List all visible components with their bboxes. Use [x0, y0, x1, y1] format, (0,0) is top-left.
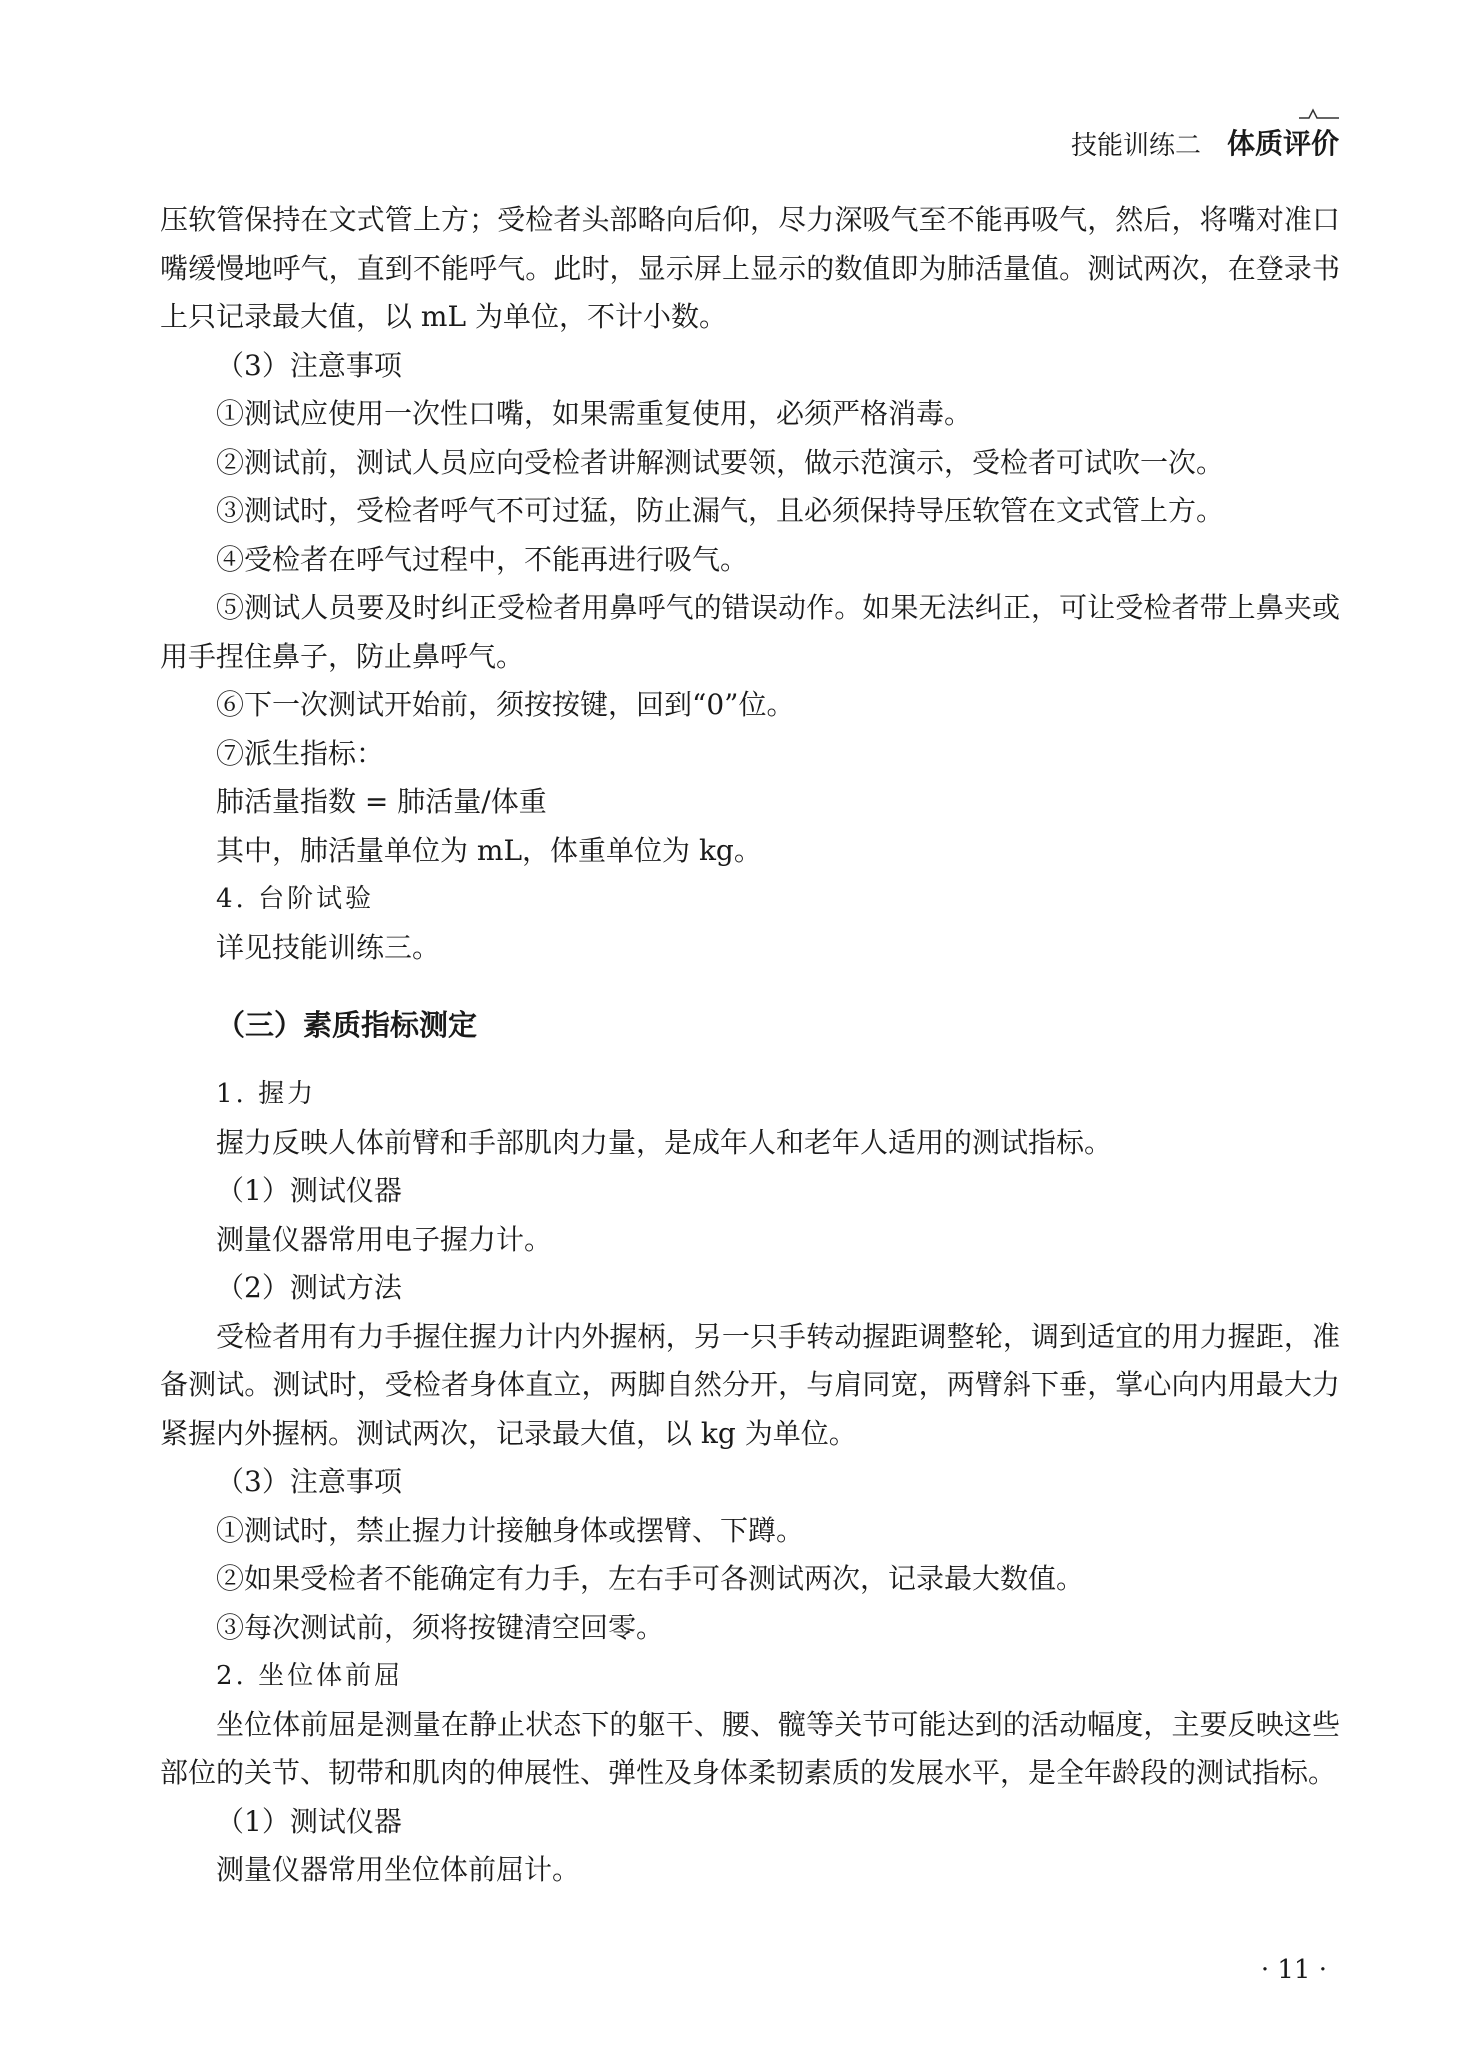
- note-item: ③测试时，受检者呼气不可过猛，防止漏气，且必须保持导压软管在文式管上方。: [216, 494, 1225, 527]
- item-heading: （1）测试仪器: [216, 1804, 402, 1838]
- note-item: ②测试前，测试人员应向受检者讲解测试要领，做示范演示，受检者可试吹一次。: [216, 445, 1225, 479]
- paragraph: 受检者用有力手握住握力计内外握柄，另一只手转动握距调整轮，调到适宜的用力握距，准备测试。测试时，受检者身体直立，两脚自然分开，与肩同宽，两臂斜下垂，掌心向内用最大力紧握内外握柄。测试两次，记录最大值，以 kg 为单位。: [160, 1319, 1340, 1450]
- note-item: ⑥下一次测试开始前，须按按键，回到“0”位。: [216, 688, 795, 721]
- item-heading: （2）测试方法: [216, 1271, 402, 1304]
- note-item: ①测试应使用一次性口嘴，如果需重复使用，必须严格消毒。: [216, 397, 973, 430]
- notes-heading: （3）注意事项: [216, 348, 402, 382]
- note-item: ⑦派生指标：: [216, 736, 385, 770]
- paragraph: 握力反映人体前臂和手部肌肉力量，是成年人和老年人适用的测试指标。: [216, 1125, 1113, 1159]
- note-item: ④受检者在呼气过程中，不能再进行吸气。: [216, 542, 749, 576]
- formula: 肺活量指数 = 肺活量/体重: [216, 785, 547, 818]
- note-item: ③每次测试前，须将按键清空回零。: [216, 1610, 665, 1644]
- note-item: ②如果受检者不能确定有力手，左右手可各测试两次，记录最大数值。: [216, 1562, 1085, 1595]
- paragraph: 测量仪器常用电子握力计。: [216, 1222, 553, 1256]
- subsection-heading: 2. 坐位体前屈: [216, 1661, 404, 1691]
- section-title: （三）素质指标测定: [216, 1008, 478, 1042]
- paragraph: 测量仪器常用坐位体前屈计。: [216, 1853, 581, 1886]
- paragraph: 压软管保持在文式管上方；受检者头部略向后仰，尽力深吸气至不能再吸气，然后，将嘴对准口嘴缓慢地呼气，直到不能呼气。此时，显示屏上显示的数值即为肺活量值。测试两次，在登录书上只记录最大值，以 mL 为单位，不计小数。: [160, 203, 1340, 333]
- item-heading: （1）测试仪器: [216, 1174, 402, 1207]
- item-heading: （3）注意事项: [216, 1465, 402, 1498]
- subsection-heading: 4. 台阶试验: [216, 884, 375, 914]
- formula-note: 其中，肺活量单位为 mL，体重单位为 kg。: [216, 833, 762, 867]
- paragraph: 坐位体前屈是测量在静止状态下的躯干、腰、髋等关节可能达到的活动幅度，主要反映这些部位的关节、韧带和肌肉的伸展性、弹性及身体柔韧素质的发展水平，是全年龄段的测试指标。: [160, 1707, 1340, 1789]
- note-item: ⑤测试人员要及时纠正受检者用鼻呼气的错误动作。如果无法纠正，可让受检者带上鼻夹或用手捏住鼻子，防止鼻呼气。: [160, 591, 1340, 673]
- header-chapter: 技能训练二: [1070, 131, 1201, 161]
- running-header: [1071, 122, 1339, 162]
- subsection-heading: 1. 握力: [216, 1079, 317, 1109]
- header-title: 体质评价: [1226, 127, 1339, 160]
- header-ornament-icon: [1299, 106, 1339, 122]
- note-item: ①测试时，禁止握力计接触身体或摆臂、下蹲。: [216, 1513, 805, 1547]
- page-number: · 11 ·: [1260, 1955, 1327, 1985]
- page-body: [160, 196, 1340, 1895]
- paragraph: 详见技能训练三。: [216, 930, 441, 964]
